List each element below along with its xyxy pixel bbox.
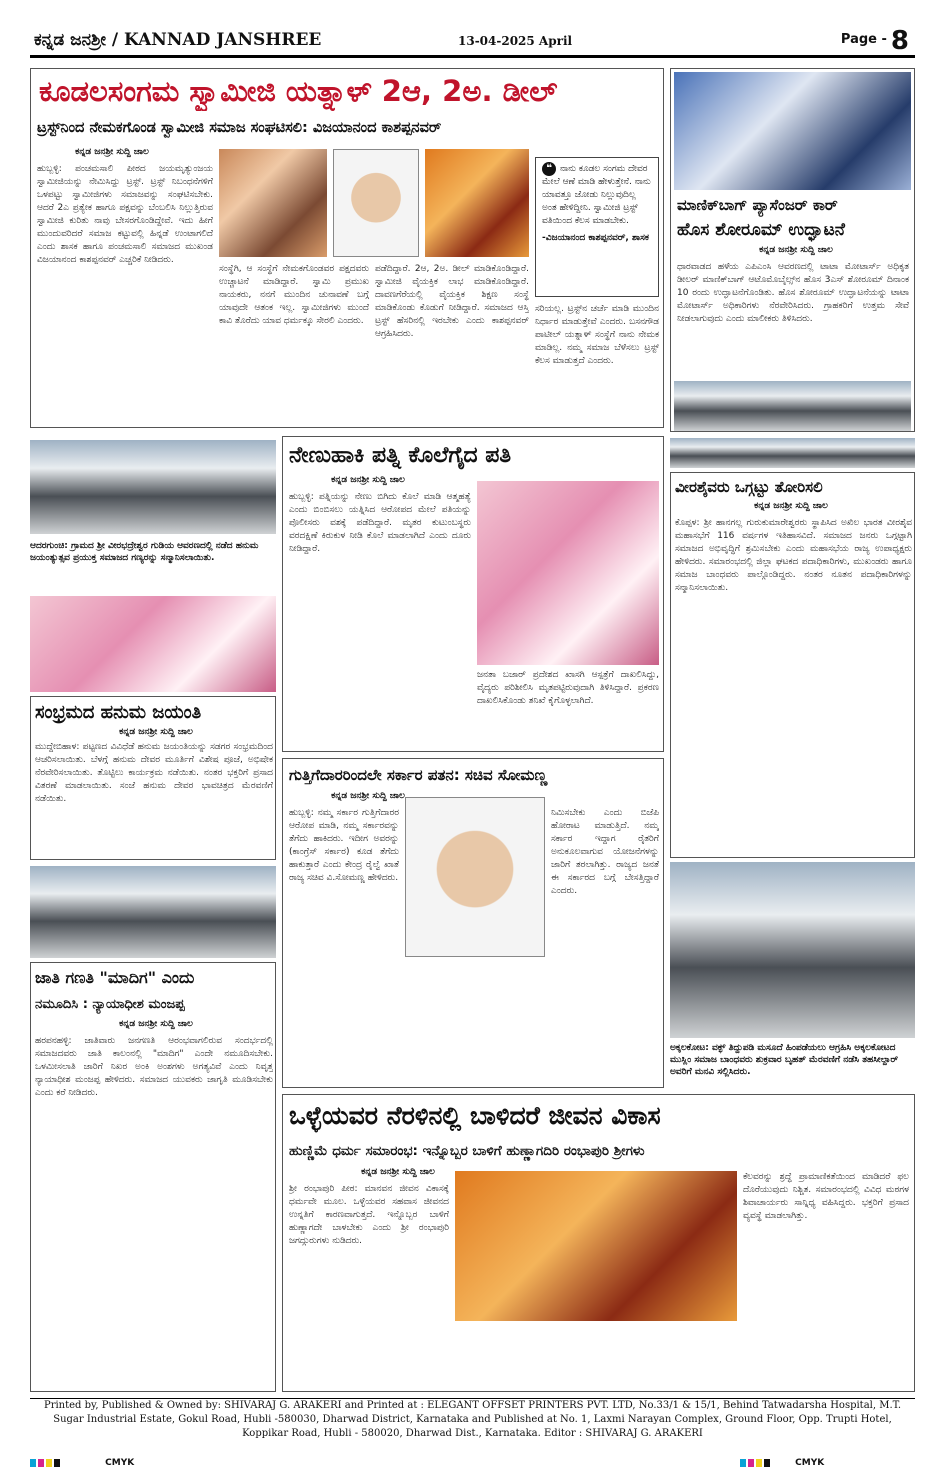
cmyk-label-right: CMYK	[795, 1458, 825, 1468]
somanna-story	[282, 758, 664, 1088]
murder-headline: ನೇಣುಹಾಕಿ ಪತ್ನಿ ಕೊಲೆಗೈದ ಪತಿ	[289, 443, 512, 468]
issue-date: 13-04-2025 April	[458, 34, 573, 48]
quote-icon: ❝	[542, 162, 556, 176]
madiga-headline: ಜಾತಿ ಗಣತಿ "ಮಾದಿಗ" ಎಂದು	[35, 968, 195, 987]
masthead	[30, 26, 915, 58]
murder-body-right: ಜನತಾ ಬಜಾರ್ ಪ್ರದೇಶದ ಖಾಸಗಿ ಆಸ್ಪತ್ರೆಗೆ ದಾಖಲಿಸಿದ್ದು, ವೈದ್ಯರು ಪರಿಶೀಲಿಸಿ ಮೃತಪಟ್ಟಿರುವುದಾಗಿ ತಿಳಿಸಿದ್ದಾರೆ. ಪ್ರಕರಣ ದಾಖಲಿಸಿಕೊಂಡು ತನಿಖೆ ಕೈಗೊಳ್ಳಲಾಗಿದೆ.	[477, 670, 659, 706]
veerashaiva-body: ಕೊಪ್ಪಳ: ಶ್ರೀ ಹಾನಗಲ್ಲ ಗುರುಕುಮಾರೇಶ್ವರರು ಸ್ಥಾಪಿಸಿದ ಅಖಿಲ ಭಾರತ ವೀರಶೈವ ಮಹಾಸಭೆಗೆ 116 ವರ್ಷಗಳ ಇತಿಹಾಸವಿದೆ. ಸಮಾಜದ ಜನರು ಒಗ್ಗಟ್ಟಾಗಿ ಸಮಾಜದ ಅಭಿವೃದ್ಧಿಗೆ ಶ್ರಮಿಸಬೇಕು ಎಂದು ಮಹಾಸಭೆಯ ರಾಜ್ಯ ಉಪಾಧ್ಯಕ್ಷರು ಹೇಳಿದರು. ಸಮಾರಂಭದಲ್ಲಿ ಜಿಲ್ಲಾ ಘಟಕದ ಪದಾಧಿಕಾರಿಗಳು, ಮುಖಂಡರು ಹಾಗೂ ಸಮಾಜ ಬಾಂಧವರು ಪಾಲ್ಗೊಂಡಿದ್ದರು. ನಂತರ ನೂತನ ಪದಾಧಿಕಾರಿಗಳನ್ನು ಸನ್ಮಾನಿಸಲಾಯಿತು.	[675, 518, 912, 593]
lead-headline: ಕೂಡಲಸಂಗಮ ಸ್ವಾಮೀಜಿ ಯತ್ನಾಳ್ 2ಆ, 2ಅ. ಡೀಲ್	[39, 74, 558, 108]
veerashaiva-meeting-photo	[670, 438, 915, 468]
women-group-photo	[30, 596, 276, 692]
madiga-byline: ಕನ್ನಡ ಜನಶ್ರೀ ಸುದ್ದಿ ಜಾಲ	[119, 1019, 193, 1029]
somanna-body-right: ನಿಮಿಸಬೇಕು ಎಂದು ಬಿಜೆಪಿ ಹೋರಾಟ ಮಾಡುತ್ತಿದೆ. ನಮ್ಮ ಸರ್ಕಾರ ಇದ್ದಾಗ ರೈತರಿಗೆ ಅನುಕೂಲವಾಗುವ ಯೋಜನೆಗಳನ್ನು ಜಾರಿಗೆ ತರಲಾಗಿತ್ತು. ರಾಜ್ಯದ ಜನತೆ ಈ ಸರ್ಕಾರದ ಬಗ್ಗೆ ಬೇಸತ್ತಿದ್ದಾರೆ ಎಂದರು.	[551, 808, 659, 896]
quote-attribution: -ವಿಜಯಾನಂದ ಕಾಶಪ್ಪನವರ್, ಶಾಸಕ	[542, 233, 649, 243]
quote-text: ನಾನು ಕೂಡಲ ಸಂಗಮ ದೇವರ ಮೇಲೆ ಆಣೆ ಮಾಡಿ ಹೇಳುತ್ತೇನೆ. ನಾನು ಯಾವತ್ತೂ ಜೋಡು ನಿಲ್ಲುವುದಿಲ್ಲ ಅಂತ ಹೇಳಿದ್ದೀನಿ. ಸ್ವಾಮೀಜಿ ಟ್ರಸ್ಟ್ ವತಿಯಿಂದ ಕೆಲಸ ಮಾಡಬೇಕು.	[542, 164, 651, 226]
rambhapuri-body-left: ಶ್ರೀ ರಂಭಾಪುರಿ ಪೀಠ: ಮಾನವನ ಜೀವನ ವಿಕಾಸಕ್ಕೆ ಧರ್ಮವೇ ಮೂಲ. ಒಳ್ಳೆಯವರ ಸಹವಾಸ ಜೀವನದ ಉನ್ನತಿಗೆ ಕಾರಣವಾಗುತ್ತದೆ. ಇನ್ನೊಬ್ಬರ ಬಾಳಿಗೆ ಹುಣ್ಣಾಗದೇ ಬಾಳಬೇಕು ಎಂದು ಶ್ರೀ ರಂಭಾಪುರಿ ಜಗದ್ಗುರುಗಳು ನುಡಿದರು.	[289, 1184, 449, 1246]
madiga-headline-2: ನಮೂದಿಸಿ : ನ್ಯಾಯಾಧೀಶ ಮಂಜಪ್ಪ	[35, 997, 185, 1012]
murder-body-left: ಹುಬ್ಬಳ್ಳಿ: ಪತ್ನಿಯನ್ನು ನೇಣು ಬಿಗಿದು ಕೊಲೆ ಮಾಡಿ ಆತ್ಮಹತ್ಯೆ ಎಂದು ಬಿಂಬಿಸಲು ಯತ್ನಿಸಿದ ಆರೋಪದ ಮೇಲೆ ಪತಿಯನ್ನು ಪೊಲೀಸರು ವಶಕ್ಕೆ ಪಡೆದಿದ್ದಾರೆ. ಮೃತರ ಕುಟುಂಬಸ್ಥರು ವರದಕ್ಷಿಣೆ ಕಿರುಕುಳ ನೀಡಿ ಕೊಲೆ ಮಾಡಲಾಗಿದೆ ಎಂದು ದೂರು ನೀಡಿದ್ದಾರೆ.	[289, 492, 471, 554]
swamiji-photo	[219, 149, 327, 257]
felicitation-caption: ಆದರಗುಂಚಿ: ಗ್ರಾಮದ ಶ್ರೀ ವೀರಭದ್ರೇಶ್ವರ ಗುಡಿಯ ಆವರಣದಲ್ಲಿ ನಡೆದ ಹನುಮ ಜಯಂತ್ಯುತ್ಸವ ಪ್ರಯುಕ್ತ ಸಮಾಜದ ಗಣ್ಯರನ್ನು ಸನ್ಮಾನಿಸಲಾಯಿತು.	[30, 541, 259, 563]
rambhapuri-subhead: ಹುಣ್ಣಿಮೆ ಧರ್ಮ ಸಮಾರಂಭ: ಇನ್ನೊಬ್ಬರ ಬಾಳಿಗೆ ಹುಣ್ಣಾಗದಿರಿ ರಂಭಾಪುರಿ ಶ್ರೀಗಳು	[289, 1143, 645, 1159]
couple-photo	[477, 481, 659, 665]
somanna-byline: ಕನ್ನಡ ಜನಶ್ರೀ ಸುದ್ದಿ ಜಾಲ	[331, 791, 405, 801]
madiga-body: ಹರಪನಹಳ್ಳಿ: ಜಾತಿವಾರು ಜನಗಣತಿ ಆರಂಭವಾಗಲಿರುವ ಸಂದರ್ಭದಲ್ಲಿ ಸಮಾಜದವರು ಜಾತಿ ಕಾಲಂನಲ್ಲಿ "ಮಾದಿಗ" ಎಂದೇ ನಮೂದಿಸಬೇಕು. ಒಳಮೀಸಲಾತಿ ಜಾರಿಗೆ ನಿಖರ ಅಂಕಿ ಅಂಶಗಳು ಅಗತ್ಯವಿವೆ ಎಂದು ನಿವೃತ್ತ ನ್ಯಾಯಾಧೀಶ ಮಂಜಪ್ಪ ಹೇಳಿದರು. ಸಮಾಜದ ಯುವಕರು ಜಾಗೃತಿ ಮೂಡಿಸಬೇಕು ಎಂದು ಕರೆ ನೀಡಿದರು.	[35, 1036, 273, 1098]
rambhapuri-headline: ಒಳ್ಳೆಯವರ ನೆರಳಿನಲ್ಲಿ ಬಾಳಿದರೆ ಜೀವನ ವಿಕಾಸ	[289, 1101, 661, 1130]
somanna-photo	[405, 797, 545, 957]
showroom-headline-2: ಹೊಸ ಶೋರೂಮ್ ಉದ್ಘಾಟನೆ	[677, 220, 845, 240]
showroom-byline: ಕನ್ನಡ ಜನಶ್ರೀ ಸುದ್ದಿ ಜಾಲ	[759, 245, 833, 255]
showroom-body: ಧಾರವಾಡದ ಹಳೆಯ ಎಪಿಎಂಸಿ ಆವರಣದಲ್ಲಿ ಟಾಟಾ ಮೋಟಾರ್ಸ್ ಅಧಿಕೃತ ಡೀಲರ್ ಮಾಣಿಕ್‌ಬಾಗ್ ಆಟೊಮೊಬೈಲ್ಸ್‌ನ ಹೊಸ 3ಎಸ್ ಶೋರೂಮ್ ದಿನಾಂಕ 10 ರಂದು ಉದ್ಘಾಟನೆಗೊಂಡಿತು. ಹೊಸ ಶೋರೂಮ್ ಉದ್ಘಾಟನೆಯನ್ನು ಟಾಟಾ ಮೋಟಾರ್ಸ್ ಅಧಿಕಾರಿಗಳು ನೆರವೇರಿಸಿದರು. ಗ್ರಾಹಕರಿಗೆ ಉತ್ತಮ ಸೇವೆ ನೀಡಲಾಗುವುದು ಎಂದು ಮಾಲೀಕರು ತಿಳಿಸಿದರು.	[677, 262, 909, 324]
showroom-story	[670, 68, 915, 432]
madiga-meeting-photo	[30, 866, 276, 958]
kashappanavar-photo	[425, 149, 529, 257]
veerashaiva-story	[670, 472, 915, 858]
somanna-headline: ಗುತ್ತಿಗೆದಾರರಿಂದಲೇ ಸರ್ಕಾರ ಪತನ: ಸಚಿವ ಸೋಮಣ್ಣ	[289, 766, 548, 784]
hanuma-headline: ಸಂಭ್ರಮದ ಹನುಮ ಜಯಂತಿ	[35, 702, 202, 723]
imprint-text: Printed by, Published & Owned by: SHIVARAJ G. ARAKERI and Printed at : ELEGANT OFFSET PRINTERS PVT. LTD, No.33/1 & 15/1, Behind Tatwadarsha Hospital, M.T. Sugar Industrial Estate, Gokul Road, Hubli -580030, Dharwad District, Karnataka and Published at No. 1, Laxmi Narayan Complex, Ground Floor, Opp. Trupti Hotel, Koppikar Road, Hubli - 580020, Dharwad Dist., Karnataka. Editor : SHIVARAJ G. ARAKERI	[43, 1400, 902, 1439]
cmyk-label-left: CMYK	[105, 1458, 135, 1468]
rambhapuri-story	[282, 1094, 915, 1392]
lead-col-1: ಹುಬ್ಬಳ್ಳಿ: ಪಂಚಮಸಾಲಿ ಪೀಠದ ಜಯಮೃತ್ಯುಂಜಯ ಸ್ವಾಮೀಜಿಯನ್ನು ನೇಮಿಸಿದ್ದು ಟ್ರಸ್ಟ್. ಟ್ರಸ್ಟ್ ನಿಬಂಧನೆಗಳಿಗೆ ಒಳಪಟ್ಟು ಸ್ವಾಮೀಜಿಗಳು ಸಮಾಜವನ್ನು ಸಂಘಟಿಸಬೇಕು. ಆದರೆ 2ಎ ಪ್ರತ್ಯೇಕ ಹಾಗೂ ಪಕ್ಷವನ್ನು ಬೆಂಬಲಿಸಿ ನಿಲ್ಲುತ್ತಿರುವ ಸ್ವಾಮೀಜಿ ಕುರಿತು ನಾವು ಬೇಸರಗೊಂಡಿದ್ದೇವೆ. ಇದು ಹೀಗೆ ಮುಂದುವರಿದರೆ ಸಮಾಜ ಕಟ್ಟುವಲ್ಲಿ ಹಿನ್ನಡೆ ಉಂಟಾಗಲಿದೆ ಎಂದು ಶಾಸಕ ಹಾಗೂ ಪಂಚಮಸಾಲಿ ಸಮಾಜದ ಮುಖಂಡ ವಿಜಯಾನಂದ ಕಾಶಪ್ಪನವರ್ ಎಚ್ಚರಿಕೆ ನೀಡಿದರು.	[37, 164, 213, 265]
lead-col-4: ಸರಿಯಲ್ಲ. ಟ್ರಸ್ಟ್‌ನ ಚರ್ಚೆ ಮಾಡಿ ಮುಂದಿನ ನಿರ್ಧಾರ ಮಾಡುತ್ತೇವೆ ಎಂದರು. ಬಸನಗೌಡ ಪಾಟೀಲ್ ಯತ್ನಾಳ್ ಸಂಸ್ಥೆಗೆ ನಾನು ನೇಮಕ ಮಾಡಿಲ್ಲ. ನಮ್ಮ ಸಮಾಜ ಬೆಳೆಸಲು ಟ್ರಸ್ಟ್ ಕೆಲಸ ಮಾಡುತ್ತದೆ ಎಂದರು.	[535, 304, 659, 366]
rambhapuri-swamiji-photo	[455, 1171, 737, 1321]
waqf-protest-caption: ಅಕ್ಕಲಕೋಟ: ವಕ್ಫ್ ತಿದ್ದುಪಡಿ ಮಸೂದೆ ಹಿಂಪಡೆಯಲು ಆಗ್ರಹಿಸಿ ಅಕ್ಕಲಕೋಟದ ಮುಸ್ಲಿಂ ಸಮಾಜ ಬಾಂಧವರು ಶುಕ್ರವಾರ ಬೃಹತ್ ಮೆರವಣಿಗೆ ನಡೆಸಿ ತಹಸೀಲ್ದಾರ್ ಅವರಿಗೆ ಮನವಿ ಸಲ್ಲಿಸಿದರು.	[670, 1043, 899, 1077]
lead-subhead: ಟ್ರಸ್ಟ್‌ನಿಂದ ನೇಮಕಗೊಂಡ ಸ್ವಾಮೀಜಿ ಸಮಾಜ ಸಂಘಟಿಸಲಿ: ವಿಜಯಾನಂದ ಕಾಶಪ್ಪನವರ್	[37, 120, 442, 136]
lead-story	[30, 68, 664, 428]
murder-byline: ಕನ್ನಡ ಜನಶ್ರೀ ಸುದ್ದಿ ಜಾಲ	[331, 475, 405, 485]
lead-col-2: ಸಂಸ್ಥೆಗಿ, ಆ ಸಂಸ್ಥೆಗೆ ನೇಮಕಗೊಂಡವರ ಪಕ್ಷದವರು ಉಚ್ಚಾಟನೆ ಮಾಡಿದ್ದಾರೆ. ಸ್ವಾಮಿ ಪ್ರಮುಖ ನಾಯಕರು, ನನಗೆ ಮುಂದಿನ ಚುನಾವಣೆ ಬಗ್ಗೆ ಯಾವುದೇ ಆತಂಕ ಇಲ್ಲ. ಸ್ವಾಮೀಜಿಗಳು ಮುಂದೆ ಕಾವಿ ತೊರೆದು ಯಾವ ಧರ್ಮಕ್ಕೂ ಸೇರಲಿ ಎಂದರು.	[219, 264, 369, 326]
lead-quote-box	[535, 157, 659, 297]
lead-byline: ಕನ್ನಡ ಜನಶ್ರೀ ಸುದ್ದಿ ಜಾಲ	[75, 147, 149, 157]
mla-photo	[333, 149, 419, 257]
showroom-headline-1: ಮಾಣಿಕ್‌ಬಾಗ್ ಪ್ಯಾಸೆಂಜರ್ ಕಾರ್	[677, 196, 838, 214]
veerashaiva-headline: ವೀರಶೈವರು ಒಗ್ಗಟ್ಟು ತೋರಿಸಲಿ	[675, 478, 823, 496]
madiga-story	[30, 962, 276, 1392]
page-number: Page - 8	[840, 26, 909, 56]
hanuma-story	[30, 696, 276, 860]
lead-col-3: ಪಡೆದಿದ್ದಾರೆ. 2ಆ, 2ಅ. ಡೀಲ್ ಮಾಡಿಕೊಂಡಿದ್ದಾರೆ. ಸ್ವಾಮೀಜಿ ವೈಯಕ್ತಿಕ ಲಾಭ ಮಾಡಿಕೊಂಡಿದ್ದಾರೆ. ದಾವಣಗೆರೆಯಲ್ಲಿ ವೈಯಕ್ತಿಕ ಶಿಕ್ಷಣ ಸಂಸ್ಥೆ ಮಾಡಿಕೊಂಡು ಕೊಡುಗೆ ನೀಡಿದ್ದಾರೆ. ಸಮಾಜದ ಆಸ್ತಿ ಟ್ರಸ್ಟ್ ಹೆಸರಿನಲ್ಲಿ ಇರಬೇಕು ಎಂದು ಕಾಶಪ್ಪನವರ್ ಆಗ್ರಹಿಸಿದರು.	[375, 264, 529, 339]
showroom-inauguration-photo	[674, 72, 911, 190]
imprint-footer	[30, 1398, 915, 1450]
print-marks-left	[30, 1458, 170, 1470]
waqf-protest-photo	[670, 862, 915, 1038]
print-marks-right	[740, 1458, 910, 1470]
hanuma-byline: ಕನ್ನಡ ಜನಶ್ರೀ ಸುದ್ದಿ ಜಾಲ	[119, 727, 193, 737]
rambhapuri-byline: ಕನ್ನಡ ಜನಶ್ರೀ ಸುದ್ದಿ ಜಾಲ	[361, 1167, 435, 1177]
somanna-body-left: ಹುಬ್ಬಳ್ಳಿ: ನಮ್ಮ ಸರ್ಕಾರ ಗುತ್ತಿಗೆದಾರರ ಆರೋಪ ಮಾಡಿ, ನಮ್ಮ ಸರ್ಕಾರವನ್ನು ತೆಗೆದು ಹಾಕಿದರು. ಇದೀಗ ಅವರನ್ನು (ಕಾಂಗ್ರೆಸ್ ಸರ್ಕಾರ) ಕೂಡ ತೆಗೆದು ಹಾಕುತ್ತಾರೆ ಎಂದು ಕೇಂದ್ರ ರೈಲ್ವೆ ಖಾತೆ ರಾಜ್ಯ ಸಚಿವ ವಿ.ಸೋಮಣ್ಣ ಹೇಳಿದರು.	[289, 808, 399, 883]
murder-story	[282, 436, 664, 752]
showroom-event-photo	[674, 381, 911, 431]
veerashaiva-byline: ಕನ್ನಡ ಜನಶ್ರೀ ಸುದ್ದಿ ಜಾಲ	[754, 501, 828, 511]
rambhapuri-body-right: ಕೆಲವರನ್ನು ಶ್ರದ್ಧೆ ಪ್ರಾಮಾಣಿಕತೆಯಿಂದ ಮಾಡಿದರೆ ಫಲ ದೊರೆಯುವುದು ನಿಶ್ಚಿತ. ಸಮಾರಂಭದಲ್ಲಿ ವಿವಿಧ ಮಠಗಳ ಶಿವಾಚಾರ್ಯರು ಸಾನ್ನಿಧ್ಯ ವಹಿಸಿದ್ದರು. ಭಕ್ತರಿಗೆ ಪ್ರಸಾದ ವ್ಯವಸ್ಥೆ ಮಾಡಲಾಗಿತ್ತು.	[743, 1172, 909, 1221]
felicitation-photo	[30, 440, 276, 534]
hanuma-body: ಮುದ್ದೇಬಿಹಾಳ: ಪಟ್ಟಣದ ವಿವಿಧೆಡೆ ಹನುಮ ಜಯಂತಿಯನ್ನು ಸಡಗರ ಸಂಭ್ರಮದಿಂದ ಆಚರಿಸಲಾಯಿತು. ಬೆಳಗ್ಗೆ ಹನುಮ ದೇವರ ಮೂರ್ತಿಗೆ ವಿಶೇಷ ಪೂಜೆ, ಅಭಿಷೇಕ ನೆರವೇರಿಸಲಾಯಿತು. ತೊಟ್ಟಿಲು ಕಾರ್ಯಕ್ರಮ ನಡೆಯಿತು. ನಂತರ ಭಕ್ತರಿಗೆ ಪ್ರಸಾದ ವಿತರಣೆ ಮಾಡಲಾಯಿತು. ಸಂಜೆ ಹನುಮ ದೇವರ ಭಾವಚಿತ್ರದ ಮೆರವಣಿಗೆ ನಡೆಯಿತು.	[35, 742, 273, 804]
newspaper-name: ಕನ್ನಡ ಜನಶ್ರೀ / KANNAD JANSHREE	[34, 30, 322, 50]
